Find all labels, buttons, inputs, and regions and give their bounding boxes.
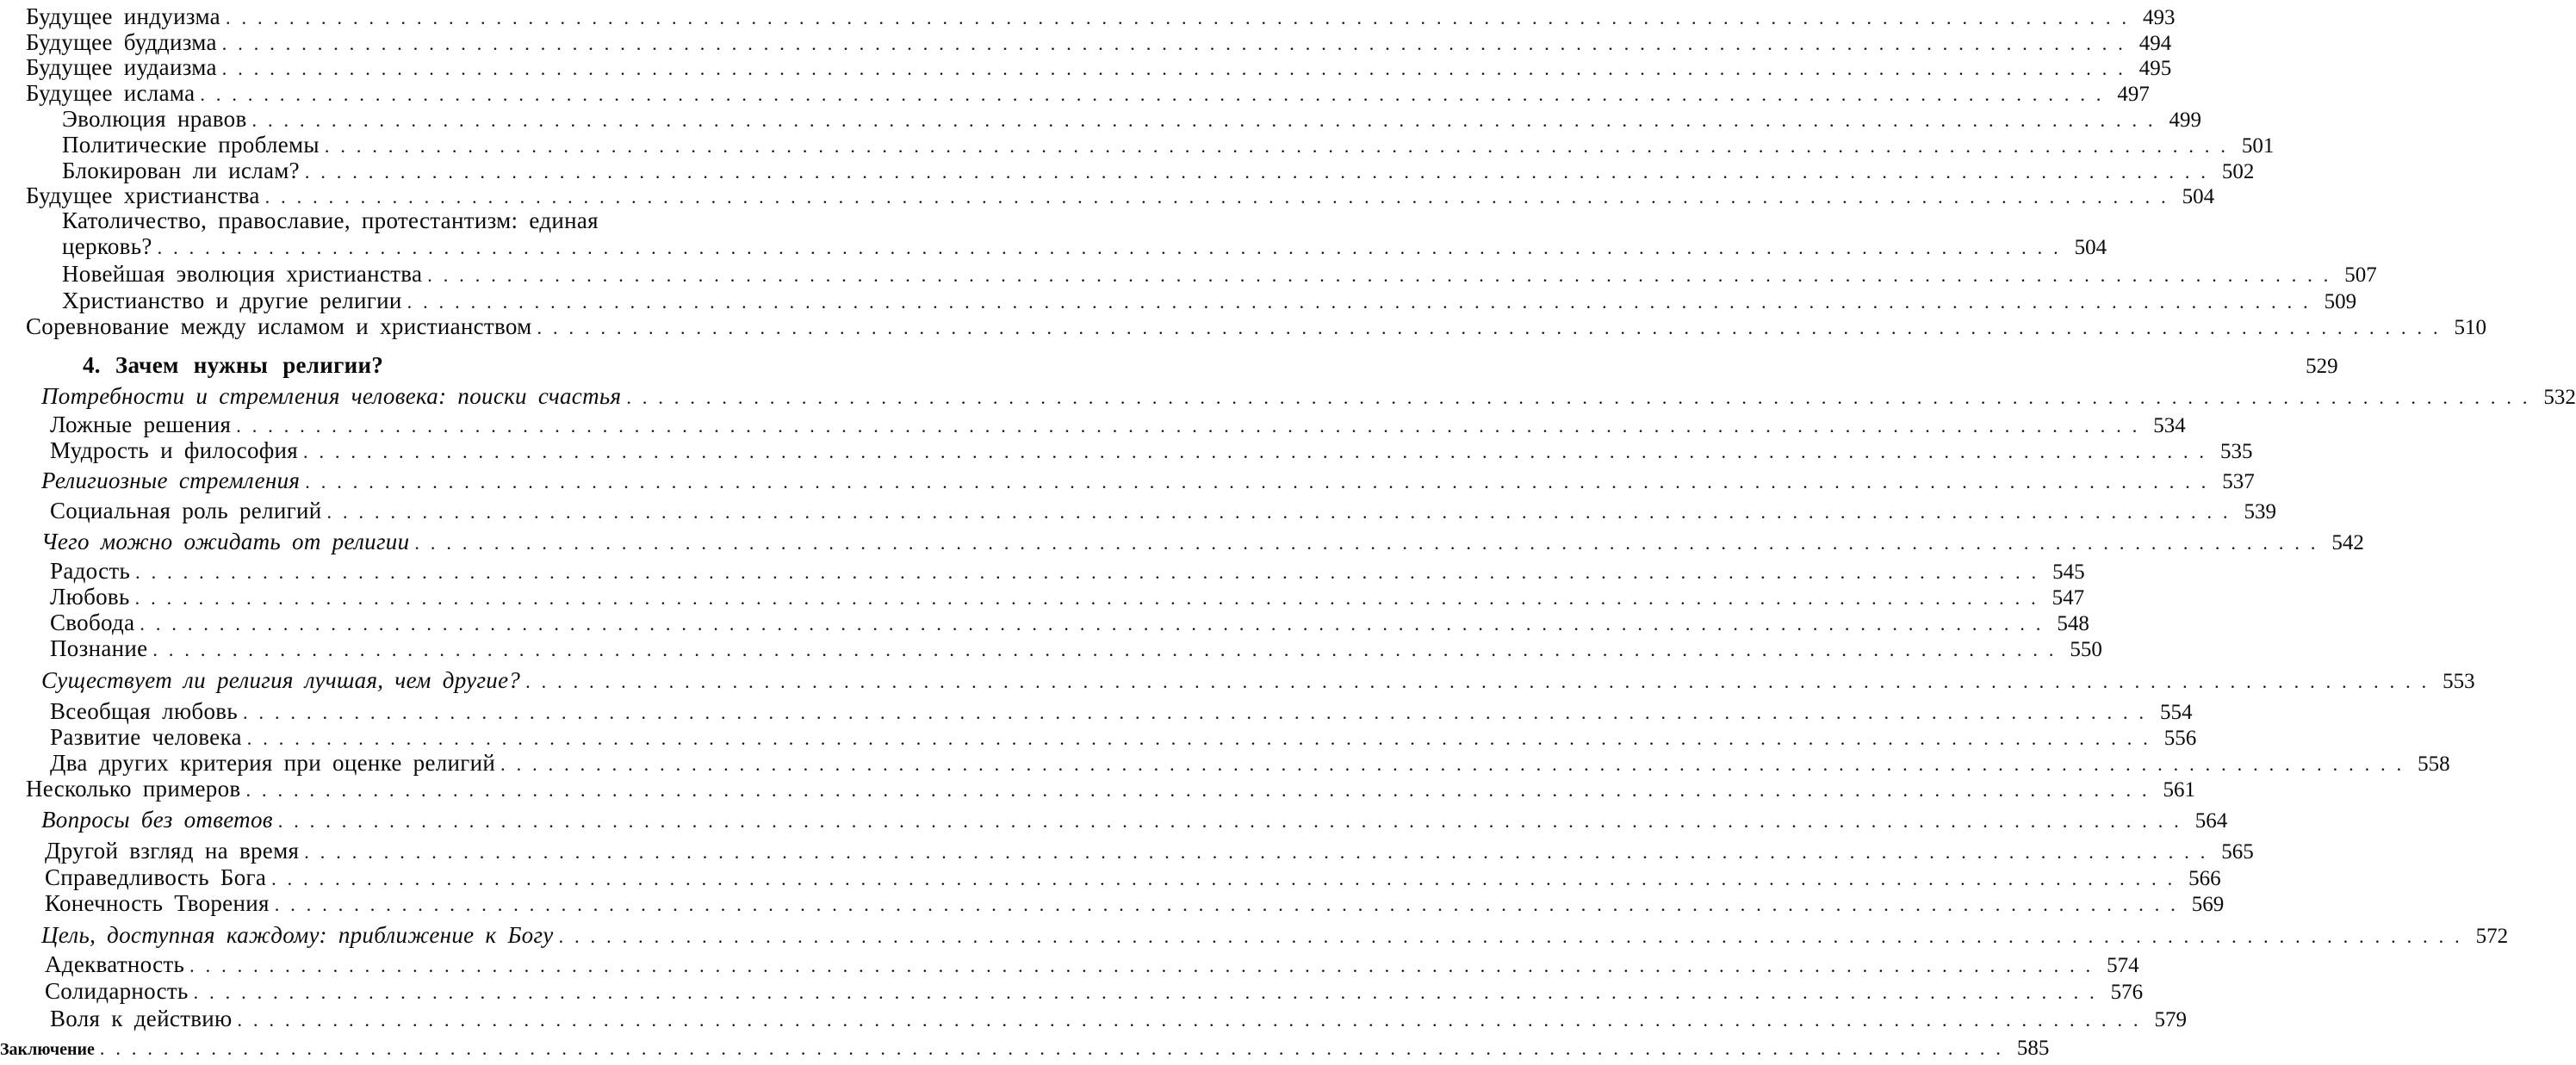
dot-leader: ........................................................................................................................ xyxy=(245,779,2158,801)
toc-section-entry xyxy=(41,467,2255,493)
entry-page: 565 xyxy=(2221,840,2254,864)
toc-entry xyxy=(50,584,2085,610)
toc-entry xyxy=(26,313,2487,339)
dot-leader: ........................................................................................................................ xyxy=(152,639,2065,660)
toc-entry xyxy=(50,750,2450,776)
dot-leader: ........................................................................................................................ xyxy=(225,7,2138,28)
dot-leader: ........................................................................................................................ xyxy=(264,186,2177,207)
entry-page: 574 xyxy=(2107,954,2139,977)
toc-entry xyxy=(50,437,2253,463)
entry-title: Справедливость Бога xyxy=(45,864,267,890)
toc-entry xyxy=(45,890,2225,916)
entry-page: 564 xyxy=(2194,809,2228,833)
entry-page: 532 xyxy=(2543,386,2576,409)
dot-leader: ........................................................................................................................ xyxy=(271,868,2184,889)
dot-leader: ........................................................................................................................ xyxy=(135,561,2048,583)
entry-page: 579 xyxy=(2154,1008,2187,1031)
entry-title: Будущее буддизма xyxy=(26,29,217,55)
toc-entry xyxy=(62,288,2357,313)
entry-title: Вопросы без ответов xyxy=(41,807,273,833)
toc-entry xyxy=(50,558,2085,584)
entry-page: 502 xyxy=(2221,160,2255,183)
entry-title: Политические проблемы xyxy=(62,132,320,158)
dot-leader: ........................................................................................................................ xyxy=(193,981,2106,1003)
entry-title: Соревнование между исламом и христианством xyxy=(26,313,532,339)
entry-page: 550 xyxy=(2070,638,2102,661)
toc-entry xyxy=(26,54,2172,80)
dot-leader: ........................................................................................................................ xyxy=(304,841,2217,863)
entry-page: 566 xyxy=(2188,867,2221,890)
toc-entry xyxy=(62,158,2255,183)
entry-title: Конечность Творения xyxy=(45,890,270,916)
entry-title: Любовь xyxy=(50,584,130,610)
entry-page: 510 xyxy=(2454,316,2487,339)
dot-leader: ........................................................................................................................ xyxy=(326,501,2239,523)
toc-section-entry xyxy=(41,667,2475,693)
entry-page: 537 xyxy=(2222,470,2255,493)
toc-entry xyxy=(26,776,2195,802)
dot-leader: ........................................................................................................................ xyxy=(237,1009,2150,1031)
entry-title: Познание xyxy=(50,635,148,661)
entry-page: 553 xyxy=(2443,670,2475,693)
entry-title: Христианство и другие религии xyxy=(62,288,402,313)
entry-page: 494 xyxy=(2138,32,2172,55)
entry-title: Религиозные стремления xyxy=(41,467,301,493)
toc-entry xyxy=(26,183,2215,208)
entry-title: Всеобщая любовь xyxy=(50,698,238,724)
dot-leader: ........................................................................................................................ xyxy=(277,810,2190,832)
toc-section-entry xyxy=(41,807,2228,833)
toc-entry xyxy=(50,698,2193,724)
entry-page: 542 xyxy=(2331,531,2364,554)
dot-leader: ........................................................................................................................ xyxy=(140,613,2052,635)
dot-leader: ........................................................................................................................ xyxy=(305,471,2218,492)
entry-title: Будущее иудаизма xyxy=(26,54,217,80)
entry-page: 554 xyxy=(2159,701,2193,724)
entry-page: 548 xyxy=(2057,612,2089,635)
toc-entry xyxy=(26,29,2172,55)
entry-title: Существует ли религия лучшая, чем другие? xyxy=(41,667,521,693)
entry-title: Воля к действию xyxy=(50,1006,233,1031)
toc-conclusion-entry xyxy=(0,1037,2050,1060)
dot-leader: ........................................................................................................................ xyxy=(200,84,2113,105)
dot-leader: ........................................................................................................................ xyxy=(242,702,2155,723)
toc-entry xyxy=(50,498,2276,523)
entry-page: 535 xyxy=(2220,440,2253,463)
entry-title: Ложные решения xyxy=(50,412,232,437)
dot-leader: ........................................................................................................................ xyxy=(157,237,2070,258)
dot-leader: ........................................................................................................................ xyxy=(558,926,2471,947)
entry-page: 585 xyxy=(2016,1037,2050,1060)
entry-page: 499 xyxy=(2169,108,2201,132)
entry-title: Мудрость и философия xyxy=(50,437,299,463)
entry-title: церковь? xyxy=(62,233,152,259)
dot-leader: ........................................................................................................................ xyxy=(626,387,2539,408)
entry-page: 547 xyxy=(2051,586,2085,610)
entry-title: Потребности и стремления человека: поиски счастья xyxy=(41,383,622,409)
entry-title: Радость xyxy=(50,558,131,584)
toc-entry xyxy=(45,951,2139,977)
toc-entry xyxy=(26,3,2176,29)
entry-title: Развитие человека xyxy=(50,724,242,750)
toc-section-entry xyxy=(41,383,2576,409)
entry-title: Два других критерия при оценке религий xyxy=(50,750,496,776)
dot-leader: ........................................................................................................................ xyxy=(537,317,2449,338)
entry-page: 507 xyxy=(2344,263,2377,287)
entry-page: 534 xyxy=(2153,414,2186,437)
entry-page: 497 xyxy=(2117,83,2150,106)
toc-entry xyxy=(62,106,2201,132)
entry-page: 504 xyxy=(2182,185,2215,208)
entry-title: Чего можно ожидать от религии xyxy=(41,529,410,554)
entry-page: 569 xyxy=(2191,893,2225,916)
entry-title: Социальная роль религий xyxy=(50,498,322,523)
entry-page: 556 xyxy=(2163,727,2197,750)
entry-title-line1: Католичество, православие, протестантизм: единая xyxy=(62,207,599,233)
dot-leader: ........................................................................................................................ xyxy=(236,415,2149,437)
entry-page: 576 xyxy=(2110,981,2144,1004)
dot-leader: ........................................................................................................................ xyxy=(246,728,2159,749)
entry-page: 495 xyxy=(2138,57,2172,80)
dot-leader: ........................................................................................................................ xyxy=(324,135,2237,157)
dot-leader: ........................................................................................................................ xyxy=(251,109,2164,131)
entry-page: 558 xyxy=(2418,752,2450,776)
entry-title: Адекватность xyxy=(45,951,185,977)
toc-entry xyxy=(45,978,2144,1004)
entry-page: 493 xyxy=(2142,6,2176,29)
dot-leader: ........................................................................................................................ xyxy=(274,894,2187,915)
toc-section-entry xyxy=(41,529,2364,554)
toc-entry xyxy=(45,864,2221,890)
entry-page: 529 xyxy=(2306,355,2338,378)
toc-entry xyxy=(50,412,2186,437)
entry-title: Свобода xyxy=(50,610,135,635)
toc-entry xyxy=(50,1006,2187,1031)
toc-section-entry xyxy=(41,922,2509,948)
entry-title: Заключение xyxy=(0,1040,95,1059)
entry-page: 539 xyxy=(2244,500,2276,523)
toc-entry xyxy=(50,610,2089,635)
entry-title: Другой взгляд на время xyxy=(45,838,300,864)
entry-title: Несколько примеров xyxy=(26,776,241,802)
chapter-title: 4. Зачем нужны религии? xyxy=(83,352,384,378)
toc-entry xyxy=(50,635,2102,661)
dot-leader: ........................................................................................................................ xyxy=(427,264,2340,286)
dot-leader: ........................................................................................................................ xyxy=(99,1037,2012,1059)
entry-title: Эволюция нравов xyxy=(62,106,247,132)
toc-entry xyxy=(62,233,2107,259)
entry-title: Блокирован ли ислам? xyxy=(62,158,300,183)
toc-entry xyxy=(62,132,2275,158)
toc-entry xyxy=(50,724,2197,750)
entry-title: Новейшая эволюция христианства xyxy=(62,261,423,287)
toc-chapter-heading xyxy=(83,352,2338,378)
toc-entry xyxy=(62,261,2377,287)
entry-title: Солидарность xyxy=(45,978,189,1004)
entry-page: 572 xyxy=(2475,925,2509,948)
entry-title: Будущее ислама xyxy=(26,80,196,106)
dot-leader: ........................................................................................................................ xyxy=(303,441,2216,462)
dot-leader: ........................................................................................................................ xyxy=(134,587,2047,609)
toc-entry xyxy=(26,80,2150,106)
dot-leader: ........................................................................................................................ xyxy=(407,291,2319,313)
dot-leader: ........................................................................................................................ xyxy=(221,33,2134,54)
entry-title: Цель, доступная каждому: приближение к Богу xyxy=(41,922,554,948)
entry-page: 501 xyxy=(2241,134,2275,158)
dot-leader: ........................................................................................................................ xyxy=(414,532,2327,554)
dot-leader: ........................................................................................................................ xyxy=(500,753,2413,775)
entry-page: 561 xyxy=(2163,778,2195,802)
dot-leader: ........................................................................................................................ xyxy=(189,955,2102,976)
dot-leader: ........................................................................................................................ xyxy=(525,671,2438,692)
entry-page: 509 xyxy=(2324,290,2357,313)
dot-leader: ........................................................................................................................ xyxy=(304,161,2217,183)
entry-title: Будущее индуизма xyxy=(26,3,220,29)
toc-entry xyxy=(45,838,2254,864)
entry-title: Будущее христианства xyxy=(26,183,260,208)
dot-leader: ........................................................................................................................ xyxy=(221,58,2134,79)
entry-page: 545 xyxy=(2052,560,2085,584)
entry-page: 504 xyxy=(2074,236,2107,259)
